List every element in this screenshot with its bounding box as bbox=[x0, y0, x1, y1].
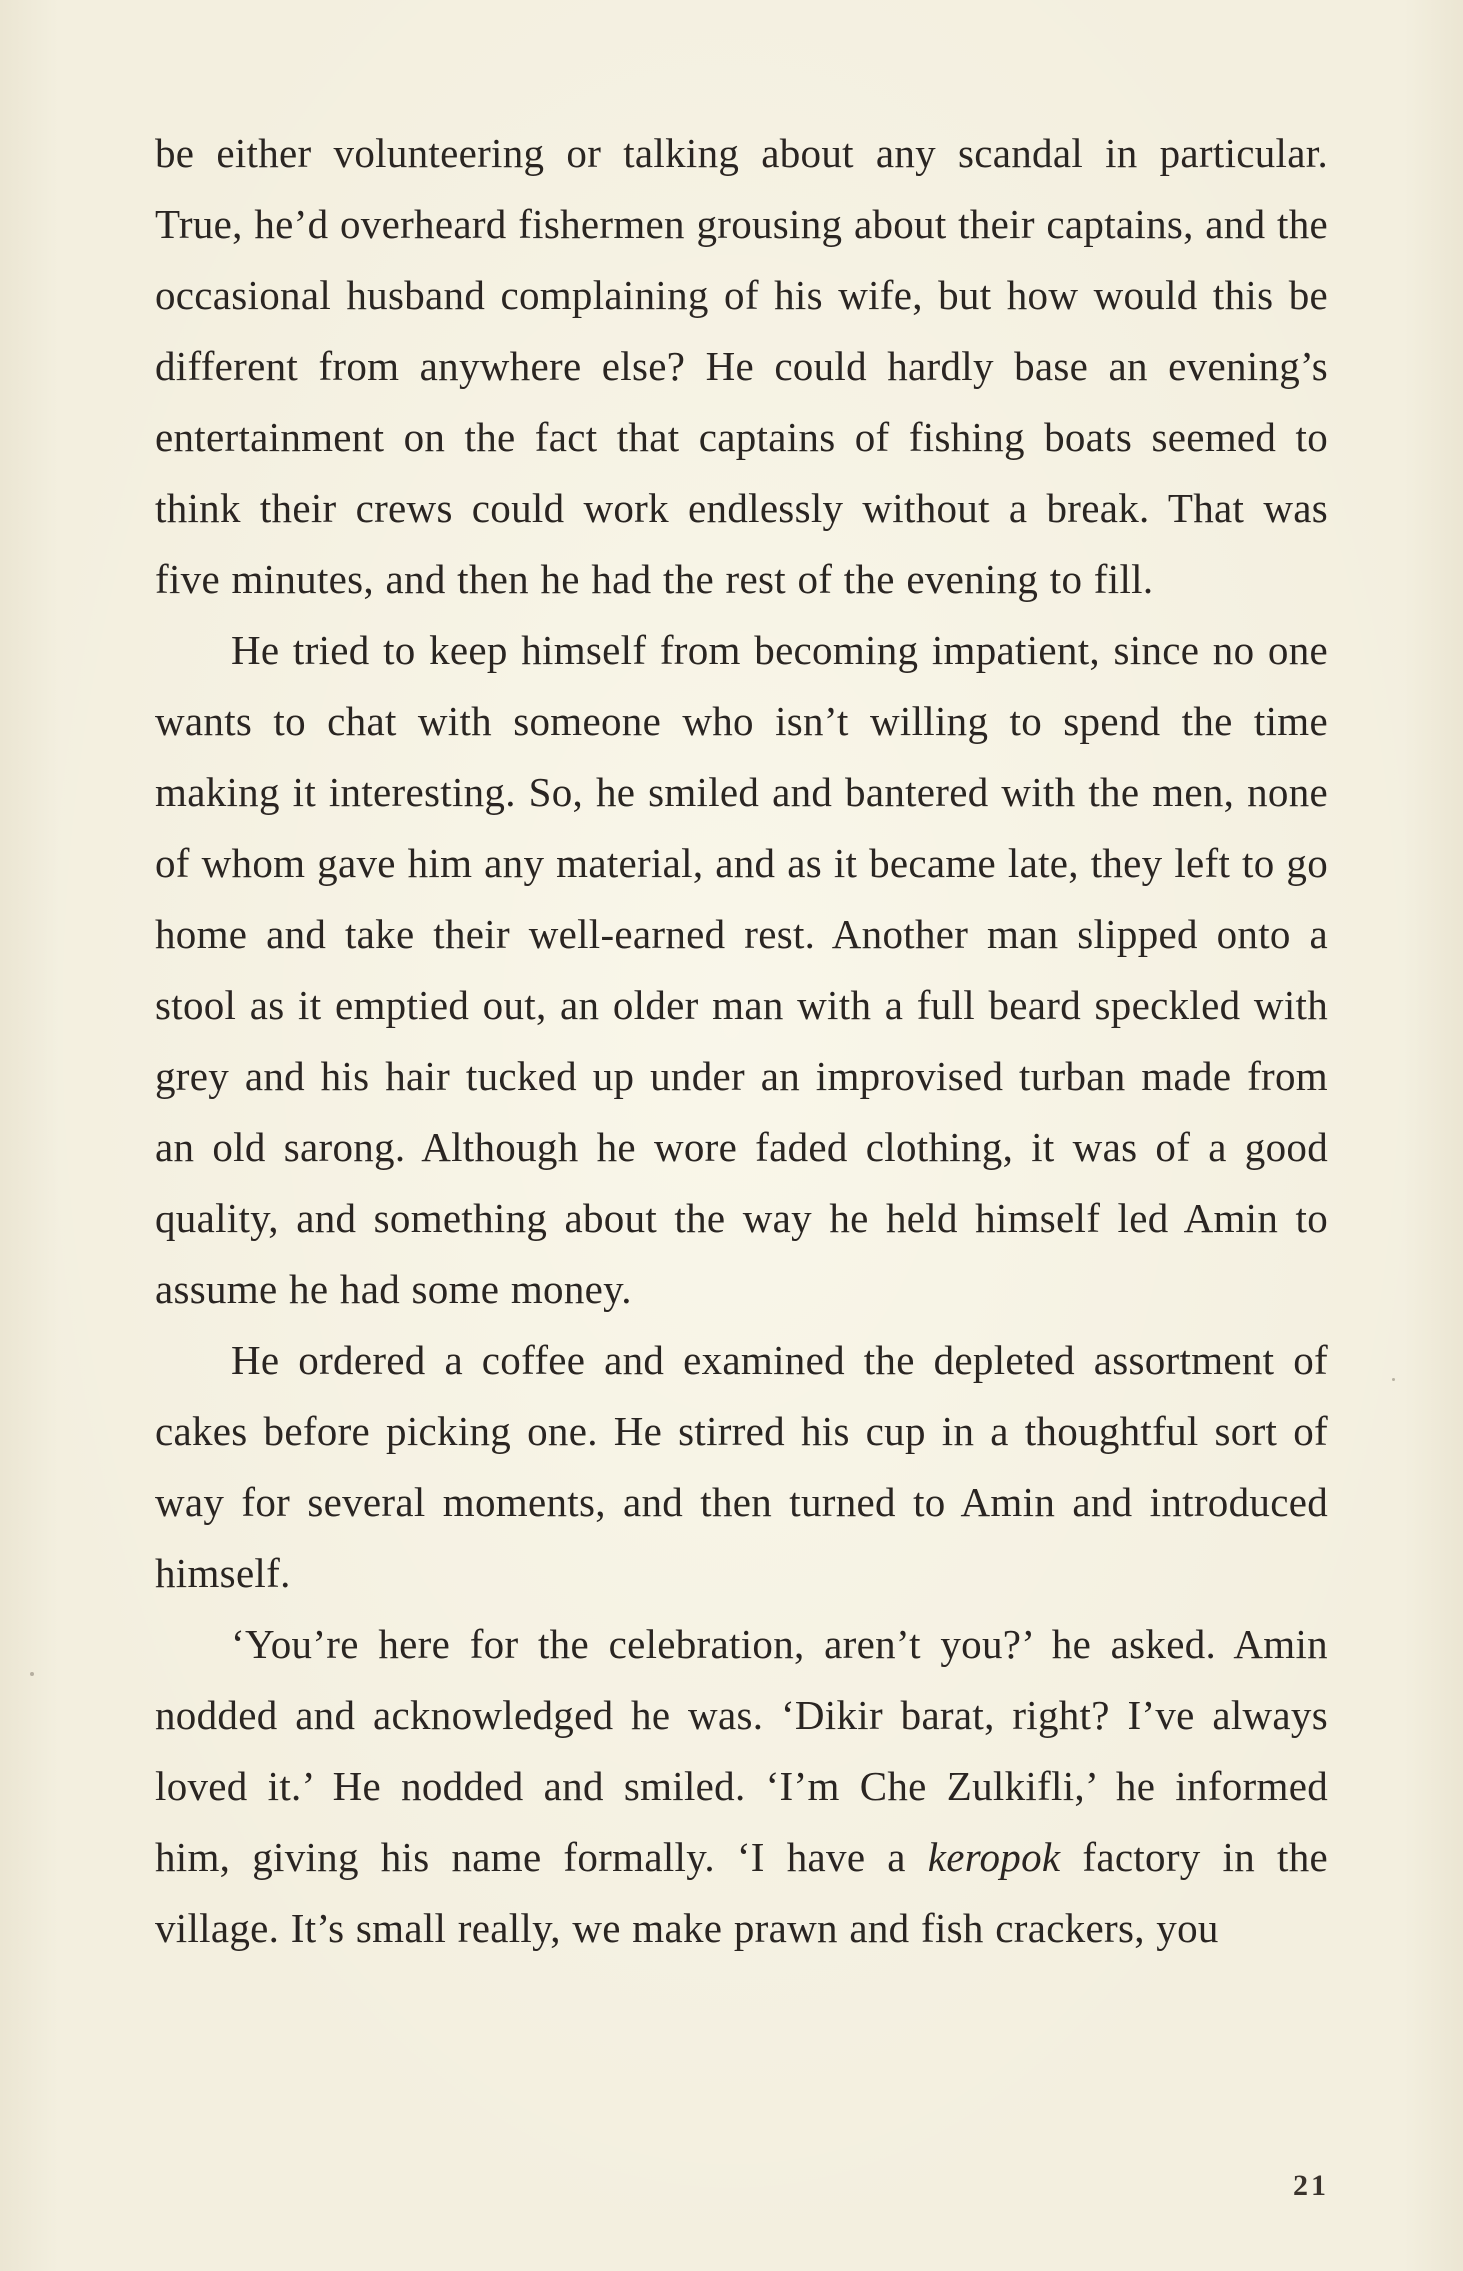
paragraph-text: factory in the village. It’s small really, we make prawn and fish crackers, you bbox=[155, 1834, 1328, 1951]
paper-speck bbox=[30, 1672, 34, 1676]
paper-speck bbox=[1392, 1378, 1395, 1381]
body-text bbox=[155, 118, 1328, 1964]
italic-term: keropok bbox=[927, 1834, 1061, 1880]
paragraph bbox=[155, 1609, 1328, 1964]
paragraph bbox=[155, 1325, 1328, 1609]
paragraph bbox=[155, 118, 1328, 615]
paragraph-text: He ordered a coffee and examined the depleted assortment of cakes before picking one. He stirred his cup in a thoughtful sort of way for several moments, and then turned to Amin and introduced himself. bbox=[155, 1337, 1328, 1596]
paragraph bbox=[155, 615, 1328, 1325]
page-number: 21 bbox=[1293, 2169, 1329, 2202]
paragraph-text: ‘You’re here for the celebration, aren’t you?’ he asked. Amin nodded and acknowledged he was. ‘Dikir barat, right? I’ve always loved it.’ He nodded and smiled. ‘I’m Che Zulkifli,’ he informed him, giving his name formally. ‘I have a bbox=[155, 1621, 1328, 1880]
paragraph-text: be either volunteering or talking about any scandal in particular. True, he’d overheard fishermen grousing about their captains, and the occasional husband complaining of his wife, but how would this be different from anywhere else? He could hardly base an evening’s entertainment on the fact that captains of fishing boats seemed to think their crews could work endlessly without a break. That was five minutes, and then he had the rest of the evening to fill. bbox=[155, 130, 1328, 602]
paragraph-text: He tried to keep himself from becoming impatient, since no one wants to chat with someone who isn’t willing to spend the time making it interesting. So, he smiled and bantered with the men, none of whom gave him any material, and as it became late, they left to go home and take their well-earned rest. Another man slipped onto a stool as it emptied out, an older man with a full beard speckled with grey and his hair tucked up under an improvised turban made from an old sarong. Although he wore faded clothing, it was of a good quality, and something about the way he held himself led Amin to assume he had some money. bbox=[155, 627, 1328, 1312]
